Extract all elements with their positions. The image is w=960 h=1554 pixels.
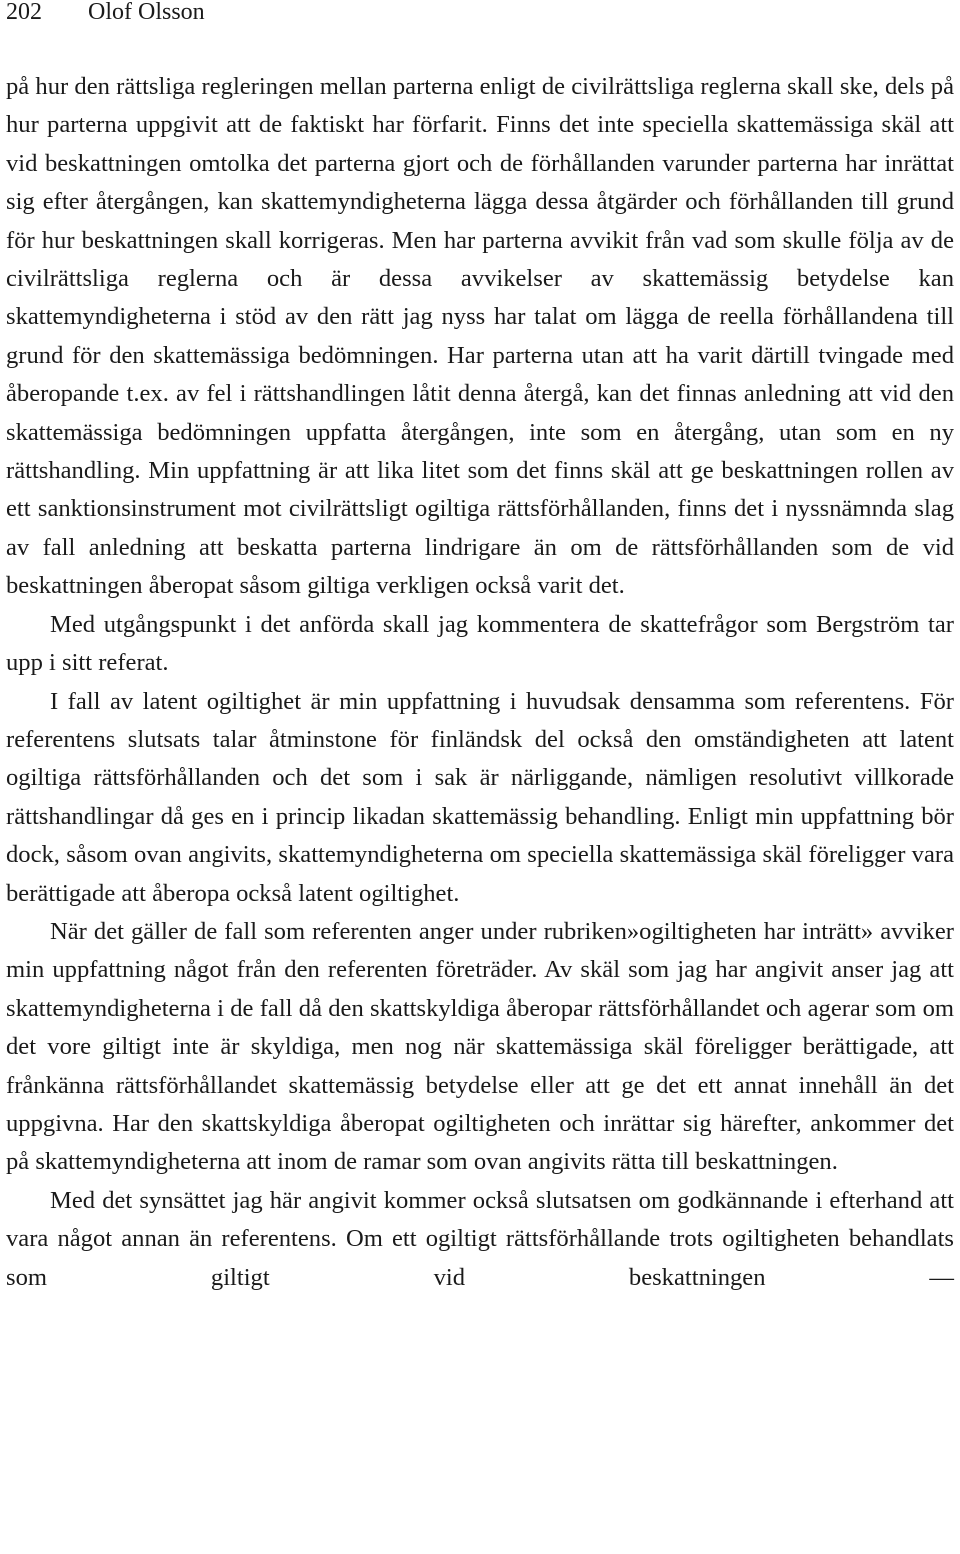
page-number: 202 [6, 0, 42, 25]
paragraph-4: När det gäller de fall som referenten anger under rubriken»ogiltigheten har inträtt» avviker min uppfattning något från den referenten företräder. Av skäl som jag har angivit anser jag att skattemyndigheterna i de fall då den skattskyldiga åberopar rättsförhållandet och agerar som om det vore giltigt inte är skyldiga, men nog när skattemässiga skäl föreligger berättigade, att frånkänna rättsförhållandet skattemässig betydelse eller att ge det ett annat innehåll än det uppgivna. Har den skattskyldiga åberopat ogiltigheten och inrättar sig härefter, ankommer det på skattemyndigheterna att inom de ramar som ovan angivits rätta till beskattningen. [6, 917, 954, 1176]
running-head [6, 0, 205, 24]
running-head-author: Olof Olsson [88, 0, 205, 25]
paragraph-3: I fall av latent ogiltighet är min uppfattning i huvudsak densamma som referentens. För referentens slutsats talar åtminstone för finländsk del också den omständigheten att latent ogiltiga rättsförhållanden och det som i sak är närliggande, nämligen resolutivt villkorade rättshandlingar då ges en i princip likadan skattemässig behandling. Enligt min uppfattning bör dock, såsom ovan angivits, skattemyndigheterna om speciella skattemässiga skäl föreligger vara berättigade att åberopa också latent ogiltighet. [6, 687, 954, 907]
paragraph-5: Med det synsättet jag här angivit kommer också slutsatsen om godkännande i efterhand att vara något annan än referentens. Om ett ogiltigt rättsförhållande trots ogiltigheten behandlats som giltigt vid beskattningen — [6, 1186, 954, 1291]
paragraph-2: Med utgångspunkt i det anförda skall jag kommentera de skattefrågor som Bergström tar upp i sitt referat. [6, 610, 954, 677]
paragraph-1: på hur den rättsliga regleringen mellan parterna enligt de civilrättsliga reglerna skall ske, dels på hur parterna uppgivit att de faktiskt har förfarit. Finns det inte speciella skattemässiga skäl att vid beskattningen omtolka det parterna gjort och de förhållanden varunder parterna har inrättat sig efter återgången, kan skattemyndigheterna lägga dessa åtgärder och förhållanden till grund för hur beskattningen skall korrigeras. Men har parterna avvikit från vad som skulle följa av de civilrättsliga reglerna och är dessa avvikelser av skattemässig betydelse kan skattemyndigheterna i stöd av den rätt jag nyss har talat om lägga de reella förhållandena till grund för den skattemässiga bedömningen. Har parterna utan att ha varit därtill tvingade med åberopande t.ex. av fel i rättshandlingen låtit denna återgå, kan det finnas anledning att vid den skattemässiga bedömningen uppfatta återgången, inte som en återgång, utan som en ny rättshandling. Min uppfattning är att lika litet som det finns skäl att ge beskattningen rollen av ett sanktionsinstrument mot civilrättsligt ogiltiga rättsförhållanden, finns det i nyssnämnda slag av fall anledning att beskatta parterna lindrigare än om de rättsförhållanden som de vid beskattningen åberopat såsom giltiga verkligen också varit det. [6, 73, 954, 600]
body-text [6, 68, 954, 1297]
